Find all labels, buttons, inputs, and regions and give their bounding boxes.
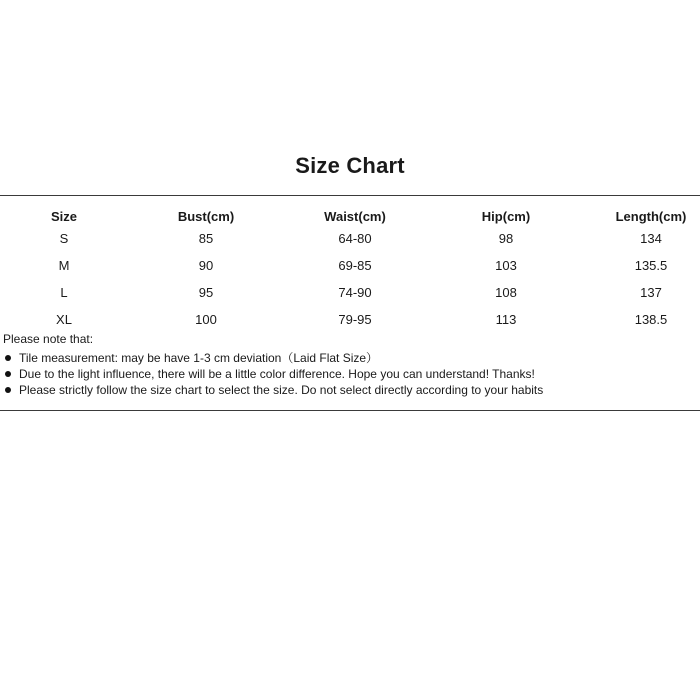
table-cell: XL	[56, 312, 72, 327]
size-chart-title: Size Chart	[295, 153, 405, 178]
header-waist: Waist(cm)	[324, 209, 386, 224]
header-bust: Bust(cm)	[177, 209, 235, 224]
note-item	[5, 367, 535, 381]
top-divider	[0, 195, 700, 196]
table-cell: 100	[195, 312, 217, 327]
bullet-icon	[5, 355, 11, 361]
note-item	[5, 349, 378, 366]
table-cell: 135.5	[634, 258, 668, 273]
table-cell: 103	[495, 258, 517, 273]
table-cell: S	[59, 231, 69, 246]
note-text: Tile measurement: may be have 1-3 cm deviation（Laid Flat Size）	[19, 351, 379, 365]
table-cell: 138.5	[634, 312, 668, 327]
header-size: Size	[50, 209, 77, 224]
bottom-divider	[0, 410, 700, 411]
table-cell: 137	[640, 285, 662, 300]
table-cell: L	[60, 285, 68, 300]
table-cell: 74-90	[338, 285, 372, 300]
header-hip: Hip(cm)	[481, 209, 531, 224]
table-cell: 95	[198, 285, 214, 300]
bullet-icon	[5, 371, 11, 377]
table-cell: 113	[495, 312, 517, 327]
header-length: Length(cm)	[615, 209, 687, 224]
table-cell: 90	[198, 258, 214, 273]
table-cell: 79-95	[338, 312, 372, 327]
table-cell: 134	[640, 231, 662, 246]
table-cell: 85	[198, 231, 214, 246]
table-cell: 98	[498, 231, 514, 246]
table-cell: 64-80	[338, 231, 372, 246]
table-cell: 69-85	[338, 258, 372, 273]
bullet-icon	[5, 387, 11, 393]
table-cell: M	[58, 258, 70, 273]
note-item	[5, 383, 543, 397]
table-cell: 108	[495, 285, 517, 300]
note-text: Due to the light influence, there will be a little color difference. Hope you can understand! Thanks!	[19, 367, 535, 381]
note-text: Please strictly follow the size chart to select the size. Do not select directly according to your habits	[19, 383, 544, 397]
notes-title: Please note that:	[3, 332, 94, 346]
